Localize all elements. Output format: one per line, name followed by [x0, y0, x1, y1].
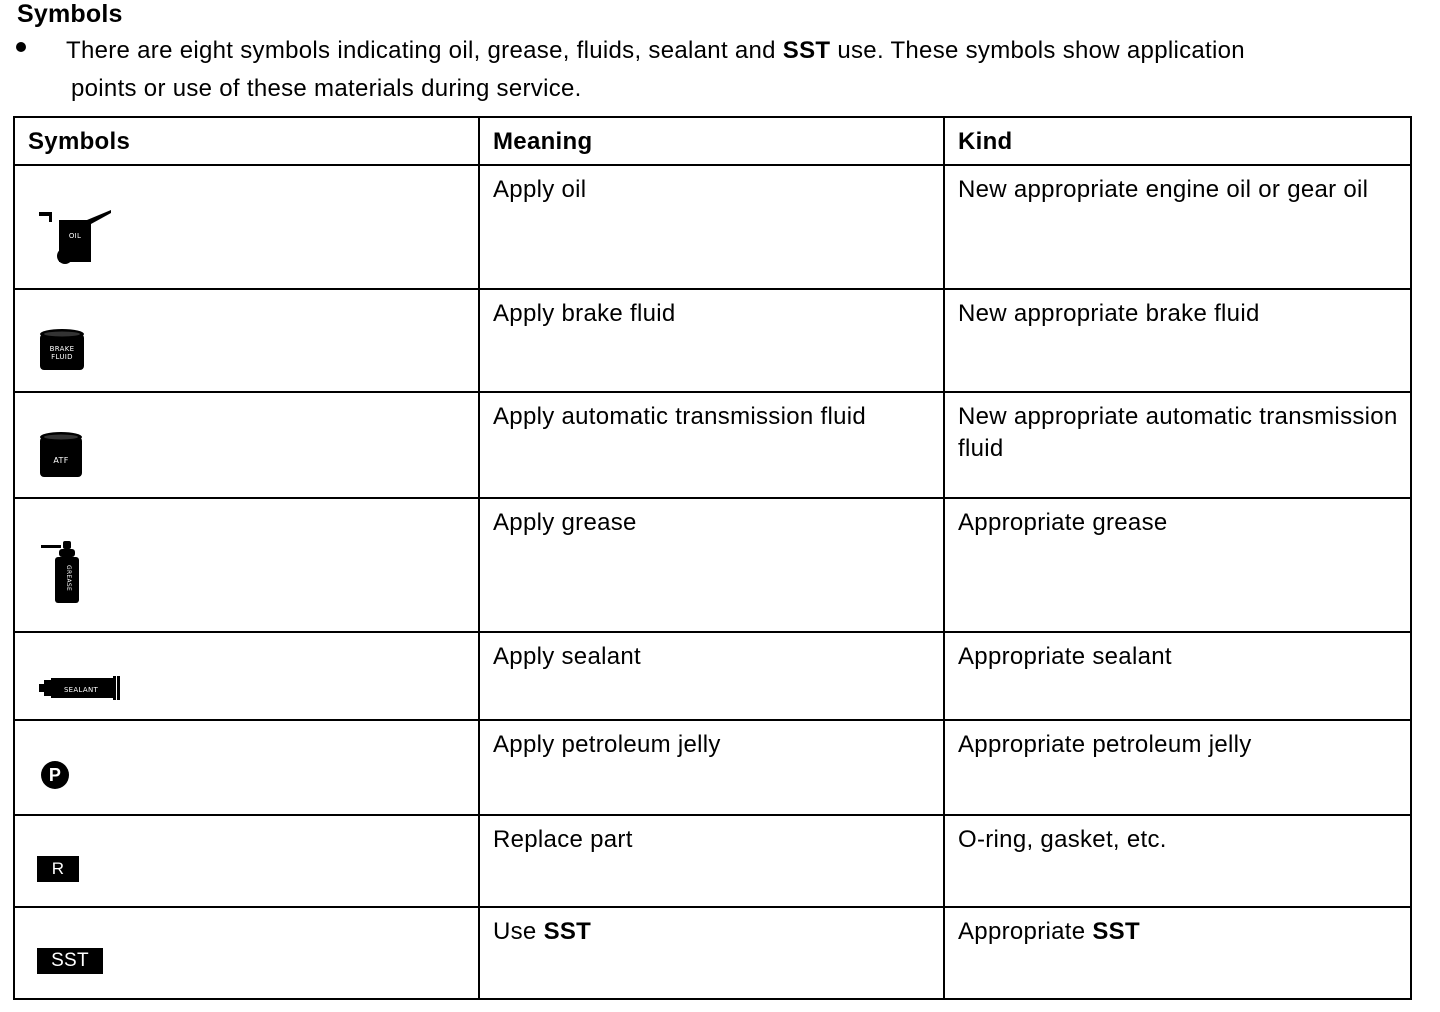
table-row — [14, 498, 1411, 632]
intro-paragraph — [66, 32, 1406, 108]
symbols-table — [13, 116, 1412, 1000]
symbol-cell — [14, 289, 479, 392]
symbol-cell — [14, 165, 479, 289]
grease-gun-icon — [39, 541, 89, 607]
table-header-row — [14, 117, 1411, 165]
kind-cell — [944, 907, 1411, 999]
meaning-cell: Apply automatic transmission fluid — [479, 392, 944, 498]
kind-cell: Appropriate grease — [944, 498, 1411, 632]
page-title: Symbols — [17, 0, 123, 28]
table-row — [14, 165, 1411, 289]
table-row — [14, 392, 1411, 498]
table-row — [14, 720, 1411, 815]
intro-text-part2: use. These symbols show application — [830, 37, 1245, 64]
symbol-cell — [14, 392, 479, 498]
intro-text-part1: There are eight symbols indicating oil, grease, fluids, sealant and — [66, 37, 783, 64]
meaning-cell: Apply sealant — [479, 632, 944, 720]
meaning-cell: Apply brake fluid — [479, 289, 944, 392]
table-row — [14, 815, 1411, 907]
symbol-cell — [14, 632, 479, 720]
oil-can-icon — [39, 206, 129, 268]
sst-icon: SST — [37, 948, 103, 974]
sealant-tube-icon — [39, 675, 123, 701]
kind-cell: New appropriate engine oil or gear oil — [944, 165, 1411, 289]
table-row — [14, 289, 1411, 392]
sealant-label: SEALANT — [63, 686, 99, 694]
symbol-cell — [14, 498, 479, 632]
meaning-sst: SST — [543, 918, 592, 945]
meaning-cell: Apply oil — [479, 165, 944, 289]
bullet-icon — [16, 42, 26, 52]
symbol-cell — [14, 720, 479, 815]
symbol-cell — [14, 815, 479, 907]
header-symbols: Symbols — [14, 117, 479, 165]
meaning-cell: Replace part — [479, 815, 944, 907]
grease-label: GREASE — [65, 565, 72, 592]
table-row — [14, 907, 1411, 999]
intro-sst: SST — [782, 37, 831, 64]
kind-cell: New appropriate brake fluid — [944, 289, 1411, 392]
meaning-prefix: Use — [493, 918, 544, 945]
brake-fluid-can-icon — [39, 328, 85, 374]
intro-text-line2: points or use of these materials during service. — [71, 75, 582, 102]
oil-can-label: OIL — [68, 232, 82, 240]
table-row — [14, 632, 1411, 720]
meaning-cell: Apply petroleum jelly — [479, 720, 944, 815]
kind-cell: Appropriate sealant — [944, 632, 1411, 720]
kind-cell: Appropriate petroleum jelly — [944, 720, 1411, 815]
brake-label-line2: FLUID — [51, 353, 73, 361]
brake-label-line1: BRAKE — [49, 345, 75, 353]
meaning-cell: Apply grease — [479, 498, 944, 632]
atf-can-icon — [39, 431, 83, 479]
kind-cell: New appropriate automatic transmission fluid — [944, 392, 1411, 498]
kind-sst: SST — [1092, 918, 1140, 945]
meaning-cell — [479, 907, 944, 999]
kind-cell: O-ring, gasket, etc. — [944, 815, 1411, 907]
symbol-cell — [14, 907, 479, 999]
header-meaning: Meaning — [479, 117, 944, 165]
kind-prefix: Appropriate — [958, 918, 1093, 945]
petroleum-jelly-icon: P — [41, 761, 69, 789]
header-kind: Kind — [944, 117, 1411, 165]
atf-label: ATF — [53, 456, 69, 465]
replace-part-icon: R — [37, 856, 79, 882]
